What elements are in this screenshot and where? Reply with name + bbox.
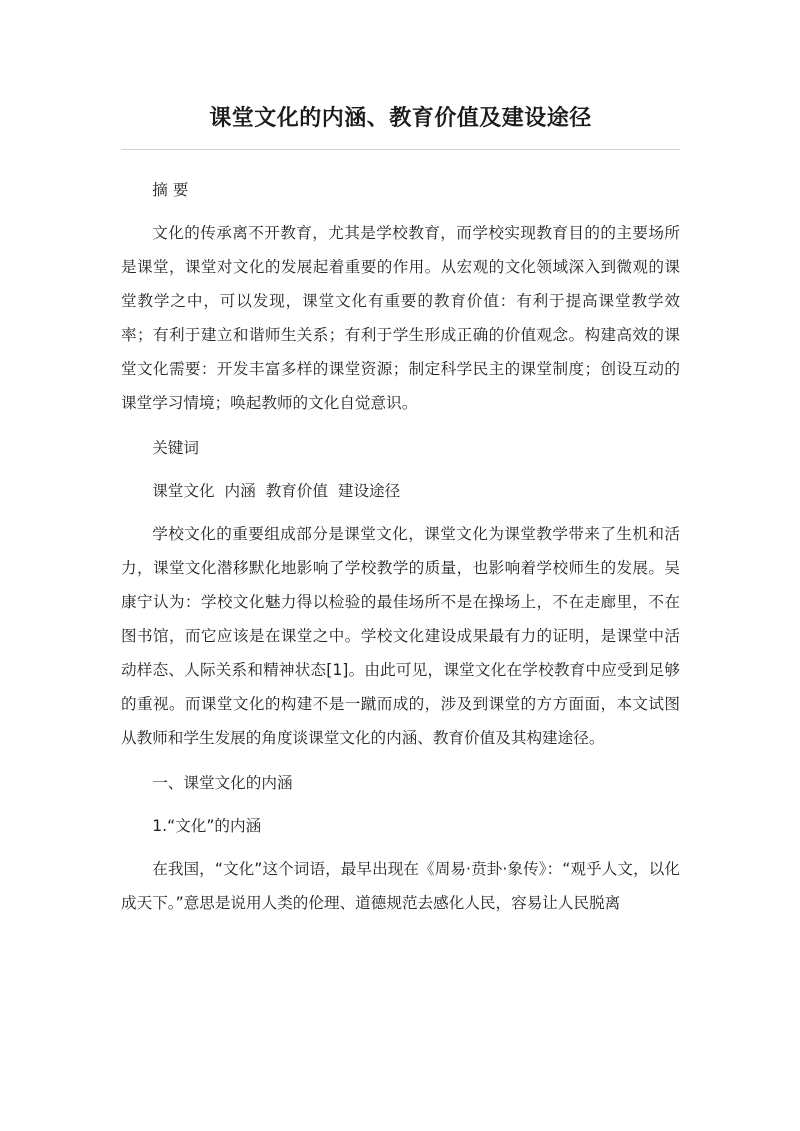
abstract-paragraph: 文化的传承离不开教育，尤其是学校教育，而学校实现教育目的的主要场所是课堂，课堂对文化的发展起着重要的作用。从宏观的文化领域深入到微观的课堂教学之中，可以发现，课堂文化有重要的教育价值：有利于提高课堂教学效率；有利于建立和谐师生关系；有利于学生形成正确的价值观念。构建高效的课堂文化需要：开发丰富多样的课堂资源；制定科学民主的课堂制度；创设互动的课堂学习情境；唤起教师的文化自觉意识。 [121, 224, 680, 412]
abstract-heading: 摘 要 [152, 181, 189, 199]
title-divider [121, 149, 680, 150]
keywords-heading: 关键词 [152, 439, 199, 457]
section-paragraph: 在我国，“文化”这个词语，最早出现在《周易·贲卦·象传》：“观乎人文，以化成天下。”意思是说用人类的伦理、道德规范去感化人民，容易让人民脱离 [121, 860, 680, 912]
document-title: 课堂文化的内涵、教育价值及建设途径 [209, 106, 592, 131]
intro-paragraph: 学校文化的重要组成部分是课堂文化，课堂文化为课堂教学带来了生机和活力，课堂文化潜移默化地影响了学校教学的质量，也影响着学校师生的发展。吴康宁认为：学校文化魅力得以检验的最佳场所不是在操场上，不在走廊里，不在图书馆，而它应该是在课堂之中。学校文化建设成果最有力的证明，是课堂中活动样态、人际关系和精神状态[1]。由此可见，课堂文化在学校教育中应受到足够的重视。而课堂文化的构建不是一蹴而成的，涉及到课堂的方方面面，本文试图从教师和学生发展的角度谈课堂文化的内涵、教育价值及其构建途径。 [121, 525, 680, 747]
subsection-heading: 1.“文化”的内涵 [152, 817, 262, 835]
section-heading: 一、课堂文化的内涵 [152, 774, 293, 792]
document-page [121, 0, 680, 931]
document-body [121, 173, 680, 920]
keywords-list: 课堂文化 内涵 教育价值 建设途径 [152, 482, 401, 500]
